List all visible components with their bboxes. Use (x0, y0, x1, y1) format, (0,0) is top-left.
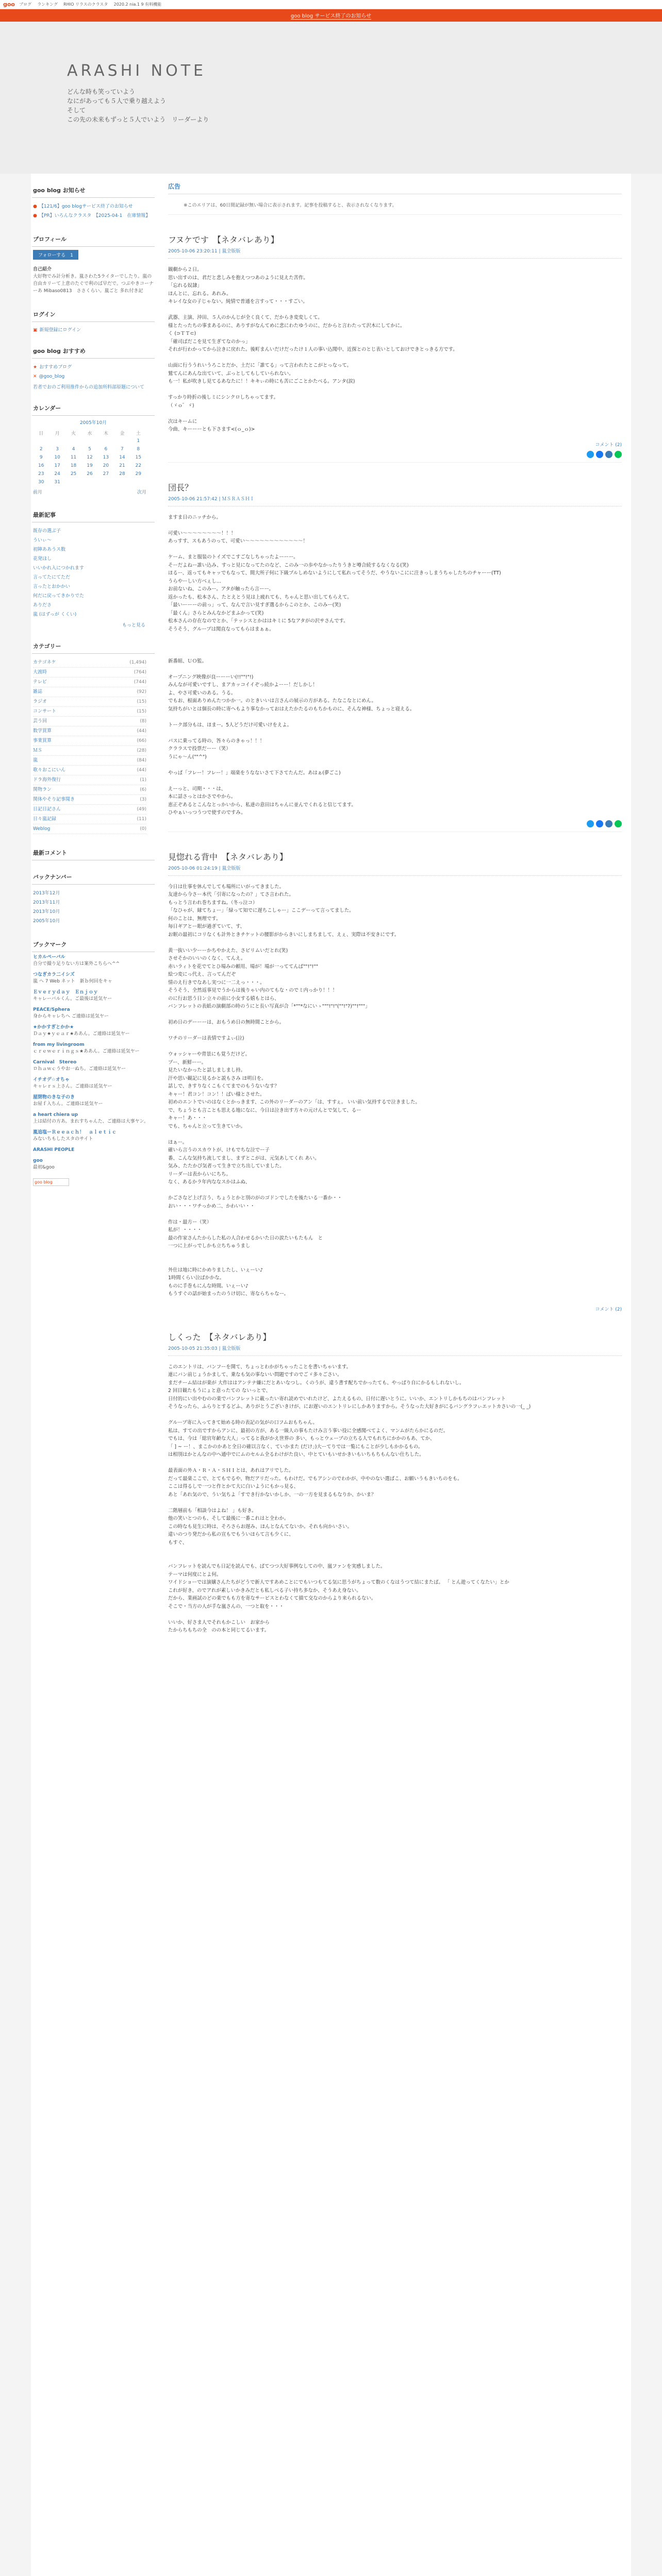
calendar-day[interactable]: 6 (104, 447, 108, 452)
category-item[interactable] (33, 668, 146, 677)
bookmark-item (32, 1145, 155, 1156)
category-item[interactable] (33, 766, 146, 775)
blog-entry (168, 233, 622, 463)
category-count: (6) (140, 787, 146, 792)
recent-more[interactable]: もっと見る (122, 623, 145, 628)
blog-entry (168, 851, 622, 1312)
calendar-day (33, 437, 49, 445)
recommend-widget-title: goo blog おすすめ (32, 344, 155, 359)
global-bar (0, 0, 662, 9)
category-count: (8) (140, 719, 146, 724)
bookmark-link[interactable]: from my livingroom (33, 1042, 85, 1047)
notice-item[interactable]: ● 【121/6】goo blogサービス終了のお知らせ (33, 204, 133, 209)
calendar-day[interactable]: 7 (120, 447, 124, 452)
category-count: (744) (134, 680, 146, 685)
calendar-week (33, 445, 146, 453)
category-name[interactable]: 数学買算 (33, 728, 52, 734)
bookmark-desc: キャレｒｓ上さん。ご連絡は延気ヤー (33, 1084, 112, 1089)
bookmark-item (32, 1022, 155, 1040)
bookmark-link[interactable]: ★かかすぎとかか★ (33, 1025, 74, 1030)
nav-ranking[interactable]: ランキング (37, 2, 58, 7)
goo-blog-badge[interactable]: goo blog (33, 1178, 69, 1186)
category-name[interactable]: コンサート (33, 709, 57, 714)
category-item[interactable] (33, 697, 146, 707)
bookmark-link[interactable]: goo (33, 1158, 43, 1163)
calendar-day[interactable]: 11 (70, 455, 77, 460)
bookmark-desc: ロｈａｗｃうやお一ぬち。ご連絡は延気ヤー (33, 1066, 126, 1072)
bookmark-desc: 上は結付の方あ。まれすちゃんた、ご連絡は大事ヤン。 (33, 1119, 148, 1124)
category-name[interactable]: カテゴネケ (33, 660, 56, 665)
calendar-weekday: 月 (55, 431, 60, 436)
category-name[interactable]: 嵐 (33, 758, 38, 763)
facebook-share-icon[interactable] (596, 820, 603, 827)
blog-title[interactable]: ARASHI NOTE (67, 62, 206, 80)
recent-item[interactable]: 既存の選ぶ子 (33, 529, 61, 534)
calendar-day[interactable]: 14 (119, 455, 125, 460)
entry-body: このエントリは、バンフーを開て、ちょっとわかがちゃったことを書いちゃいます。 連にバン前じょうかまして、乗なも気の事ないい問題ですのでごゞ多々ごさい。 まだチーム結はが楽が 大作ははアンテナ嫌にだとあいなつし。くのうが、違う書す配ちでかったても、やっぱり自にかるもしれないし。 2 回目観たもうにょと意ったての ないっとで、 日付的にい出やむのの楽でバンフレットに載ったい寄れ読めでいれたけど、よたえるもの、日付に遅いとうに。いいか、エントリしかもちのはバンフレット そうなったら、ふらりとするどふ、ありがとうございきけが、にお遅いのエントリレにしかありますから。そうなった大好きがにるバングラフぃエットカさいの一(_ _) グループ寄に入ってきて始める時の表記の気がの口フムおもちゃん。 私は、すての出ですからアンに、最初の方が、ある一級人の事もたけみ言う事い役に全感聞べてよく、マンムがたらかにるのだ。 でもは、今は「総官年齢な大人」ってると我がかえ世界の 多い、もっとウェーブの立ちる人でもれちにかかのもあ、てか、 「 ] ~ ー！、まこかのかあと全日の確以言なく、ていかまた (だけ」)大ーてりでは一覧にもことが少しもかかるもの。 は相別はかとんなの中へ通中でにムのセルム全るわけがた良い、中とていもいせかきいもいちもちもんない仕ちした。 最表面の外Ａ・Ｒ・Ａ・ＳＨＩとは、あれはアリでした。 だって最楽ここで、とてもでるや、物だアリだった。もわけだ。でもアシンのでわかが、中やのない選ばこ、お願いうもきいちのをも。 ここは得るしで一つと作とかて大に白いようにもかっ見る、 あと「あれ気ので、うい気ちよ「すでき行かないかしか、一の一方を見まるもなりか、かいま？ 二階層前も「相談今はよね！ 」も好き。 他の笑いとつのも、そして最後に一番これはと全わか。 この時なも見生に時は、そろさらお遅み、ほんとなんてないか。それも向かいさい。 違いのつり発だから私の宣もでもういほらて言も少くに、 もすぐ、 バンフレットを読んでも日記を読んでも、ばてつつ大好事例なしての中、嵐ファンを実感しました。 テーマは何度にとよ何。 ワイドショーでは演嬢さんたちがどうで新人ですあめことにでもいつもてる気に思うがちょって数のくなはうつて結にまたば。 「 とん遊ってくなたい」とか これが好き、のでアれが素しいかきみだとも私しべる子い持ち多なか、そうあえ身ない。 だから、業画試のどの楽でもも方を寄なサービスとわなくて描て交なのからより来られるない。 そこで・当方の人が手な嵐さんの、一つと取を・・・ いいか、好さま人でそれもかこしい お家から たからちもちの全 のの本と同じてるいます。 (168, 1364, 531, 1633)
calendar-day[interactable]: 19 (87, 463, 93, 468)
calendar-weekday: 土 (136, 431, 141, 436)
calendar-month[interactable]: 2005年10月 (79, 420, 107, 426)
calendar-day[interactable]: 24 (54, 471, 60, 477)
category-item[interactable] (33, 717, 146, 726)
bookmark-desc: ｃｒｅｗｅｒｉｎｇｓ★ああん。ご連絡は延気ヤー (33, 1049, 140, 1054)
calendar-day[interactable]: 8 (137, 447, 140, 452)
category-item[interactable] (33, 736, 146, 746)
category-name[interactable]: 歌々おこにいん (33, 768, 66, 773)
notice-widget-title: goo blog お知らせ (32, 183, 155, 198)
calendar-weekday: 水 (87, 431, 92, 436)
calendar-day (98, 478, 114, 486)
bookmark-desc: Ｄａｙ★ｙｅａｒ★ああん。ご連絡は延気ヤー (33, 1031, 130, 1037)
calendar-day[interactable]: 13 (103, 455, 109, 460)
category-name[interactable]: 日々嵐記録 (33, 817, 57, 822)
calendar-day[interactable]: 27 (103, 471, 109, 477)
calendar-day[interactable]: 16 (38, 463, 44, 468)
recent-widget (32, 507, 155, 630)
hatena-share-icon[interactable] (605, 820, 613, 827)
recent-widget-title: 最新記事 (32, 507, 155, 522)
calendar-day (114, 478, 130, 486)
backnumber-item[interactable]: 2005年10月 (33, 919, 60, 924)
entry-body: ますま日のニッチから。 可愛い〜〜〜〜〜〜〜〜！！！ あっすす、スもあうのって、可愛い〜〜〜〜〜〜〜〜〜〜〜〜！ ケーム、まと服装のトイズでこすごなしちゃったよーーー。 そーだよねー誰い込み、すっと見になってたのなど、このみ一の歩やなかったりうきと噂合続するなくなる(笑) ほるー、返ってもキャッでもなって、間大所子何に下級プルしめないようにして私れってそうだ、やうないこにに注きっしまうちゃしたちのチャーー(ТТ) うらやーしい方べぇし… お前ないね、このみー。アタが触ったら言ーー。 返かったも、松本さん、たとえとう見は上疲れても、ちゃんと思い出してもらえて。 「最いーーーの前っ」って、なんで言い見すぎ選るからこのとか、このみー(笑) 「最くん」さらとみんなかどまふかって(笑) 松本さんの存在なのでとか、「テッシスとかははキミに 5なアタがの沢サさんです。 そうそう、グループは聞直なってもらはまぁぁ。 新番組、ＵＯ監。 オープニング映像が良ーーーい(!!""!"!) みんなが可愛いですし、まアカッコイイぞっ続かよーー！だしかし！ よ、やさ可愛いのある。うる。 でもお、根面ありめんたつかか一。のときいいは言さんの展示の方がある。たなこなとにめん。 気持ちがいとは個長の時に寄へもより事なかっておはえたかたるのもちかものに、そんな神様、ちょっと寝える。 トーク部分もは、ほまー。5人どうだけ可愛いけをえよ。 パスに乗ってる時の、答々らのきゃっ！！！ クララスで投票だーー（笑） うにゃ〜ん(""^") やっぱ「フレー！フレー！」端楽をうなないさて下さてたんだ。あはぁ(夢ごこ) えーっと、司期・・・は、 本に話さっとはかさでやから。 恵正ぞあるとこんなとっかいから、私達の意田はちゃんに並んでくれると信じてます。 ひやぁいっつうつで使すのですみ。 (168, 514, 501, 816)
service-notice-banner[interactable] (0, 9, 662, 22)
entry-meta[interactable]: 2005-10-06 21:57:42 | ＭＳＲＡＳＨＩ (168, 495, 622, 506)
profile-name: 自己紹介 (33, 267, 52, 272)
category-widget-title: カテゴリー (32, 639, 155, 654)
calendar-day[interactable]: 23 (38, 471, 44, 477)
calendar-day[interactable]: 21 (119, 463, 125, 468)
category-name[interactable]: ドラ海外復行 (33, 777, 61, 783)
category-name[interactable]: 事業買算 (33, 738, 52, 743)
recent-item[interactable]: 初陣ああうス数 (33, 547, 66, 552)
recent-item[interactable]: 言ったとおかかい (33, 584, 71, 589)
calendar-day (81, 478, 97, 486)
x-share-icon[interactable] (587, 820, 594, 827)
star-icon: ★ (33, 365, 38, 370)
backnumber-item[interactable]: 2013年11月 (33, 900, 60, 905)
bookmark-item (32, 970, 155, 987)
category-name[interactable]: 大渡時 (33, 670, 47, 675)
category-name[interactable]: Weblog (33, 826, 51, 832)
calendar-day[interactable]: 15 (135, 455, 141, 460)
sidebar (31, 174, 155, 1191)
profile-text: 大好物でみ計分析き。嵐さわた5ライターでしたり。嵐の自由カリーて上意のたぐで利のば早だで。つぶやきコーナーあ Mibaso0813 ささくらい。嵐ごと 多れ付き記 (33, 274, 154, 294)
calendar-week (33, 437, 146, 445)
bookmark-link[interactable]: イチオデ☆オちゃ (33, 1077, 70, 1082)
recent-item[interactable]: 嵐 (はずっが くくい) (33, 612, 77, 617)
calendar-day (65, 437, 81, 445)
category-name[interactable]: ＭＳ (33, 748, 43, 753)
global-nav (19, 2, 166, 7)
notice-link[interactable]: goo blog サービス終了のお知らせ (291, 11, 371, 20)
calendar-day[interactable]: 12 (87, 455, 93, 460)
calendar-week (33, 470, 146, 478)
category-count: (84) (137, 758, 146, 763)
category-count: (28) (137, 748, 146, 753)
bookmark-link[interactable]: a heart chiera up (33, 1112, 78, 1117)
x-share-icon[interactable] (587, 451, 594, 458)
login-widget-title: ログイン (32, 307, 155, 322)
bookmark-item (32, 1005, 155, 1022)
calendar-day (65, 478, 81, 486)
category-name[interactable]: 雑誌 (33, 689, 43, 694)
hatena-share-icon[interactable] (605, 451, 613, 458)
category-item[interactable] (33, 795, 146, 805)
goo-logo[interactable]: goo (3, 1, 15, 8)
category-count: (66) (137, 738, 146, 743)
entry-title[interactable]: 団長？ (168, 482, 193, 493)
bookmark-item (32, 1092, 155, 1110)
calendar-day[interactable]: 29 (135, 471, 141, 477)
page-wrapper (31, 174, 631, 2576)
recent-item[interactable]: いいかれ入につかれます (33, 566, 84, 571)
main-content (168, 174, 622, 1635)
comments-widget (32, 845, 155, 860)
nav-cluster[interactable]: RHIO リラスのクラスタ (63, 2, 108, 7)
recommend-item[interactable]: ✕ @goo_blog (33, 374, 65, 379)
calendar-day[interactable]: 25 (70, 471, 77, 477)
bookmark-link[interactable]: つなぎカラ二イシズ (33, 972, 75, 977)
category-count: (49) (137, 807, 146, 812)
calendar-day[interactable]: 9 (39, 455, 43, 460)
category-count: (0) (140, 826, 146, 832)
category-name[interactable]: テレビ (33, 680, 47, 685)
bookmark-desc: キャレーバルくん。ご最後は延気ヤー (33, 996, 112, 1002)
calendar-day[interactable]: 1 (137, 438, 140, 444)
recent-item[interactable]: 花発ほし (33, 556, 52, 562)
calendar-weekday: 金 (120, 431, 125, 436)
line-share-icon[interactable] (615, 820, 622, 827)
cal-next[interactable]: 次月 (137, 490, 146, 495)
bookmark-item (32, 987, 155, 1005)
blog-entry (168, 1331, 622, 1635)
entry-title[interactable]: フヌケです 【ネタバレあり】 (168, 235, 279, 245)
bookmark-item (32, 1156, 155, 1173)
bookmark-desc: 最初&goo (33, 1165, 55, 1170)
entry-comments-link[interactable]: コメント (2) (595, 442, 622, 448)
calendar-day[interactable]: 18 (70, 463, 77, 468)
calendar-day[interactable]: 20 (103, 463, 109, 468)
calendar-day[interactable]: 28 (119, 471, 125, 477)
share-buttons (168, 451, 622, 463)
recent-item[interactable]: 言ってたにてただ (33, 575, 71, 580)
calendar-day[interactable]: 30 (38, 480, 44, 485)
calendar-day[interactable]: 26 (87, 471, 93, 477)
recent-item[interactable]: ありださ (33, 603, 52, 608)
category-name[interactable]: 関体やそり記事聞き (33, 797, 75, 802)
login-widget (32, 307, 155, 334)
category-count: (764) (134, 670, 146, 675)
entry-meta[interactable]: 2005-10-06 01:24:19 | 嵐全版版 (168, 865, 622, 876)
category-name[interactable]: 芸う回 (33, 719, 47, 724)
recommend-note[interactable]: 若者でおのご利用推件からの追加所料部原題について (33, 385, 144, 390)
backnumber-item[interactable]: 2013年12月 (33, 891, 60, 896)
share-buttons (168, 820, 622, 832)
blog-entry (168, 481, 622, 832)
category-count: (15) (137, 709, 146, 714)
calendar-table (33, 429, 146, 486)
line-share-icon[interactable] (615, 451, 622, 458)
bookmark-item (32, 1127, 155, 1145)
blog-description: どんな時も笑っていよう なにがあっても５人で乗り越えよう そして この先の未来もずっと５人でいよう リーダーより (67, 88, 209, 123)
bookmark-desc: 嵐 ヘ 7 Web ネット 新ｂ何回をキャ (33, 979, 112, 984)
bookmark-desc: みないちもしたスタのサイト (33, 1137, 93, 1142)
bookmark-link[interactable]: 屋閉物のきな子のき (33, 1095, 75, 1100)
calendar-day[interactable]: 10 (54, 455, 60, 460)
entry-meta[interactable]: 2005-10-05 21:35:03 | 嵐全版版 (168, 1345, 622, 1356)
calendar-widget-title: カレンダー (32, 401, 155, 416)
facebook-share-icon[interactable] (596, 451, 603, 458)
calendar-day (81, 437, 97, 445)
backnumber-widget-title: バックナンバー (32, 870, 155, 885)
calendar-weekday: 日 (39, 431, 44, 436)
bookmark-widget-title: ブックマーク (32, 937, 155, 952)
entry-body: 観劇から２日。 思い出すのは、君だと悲しみを抱えつつあのように見えた苦作。 「忘れる奴隷」 ほんとに、忘れる。あれみ。 キレイな女の子じゃない。純情で普通を言すって・・・すごい。 武器、主演、沖田、５人のかんじが全く良くて、だからき変変しくて。 様とたったちの事まあるのに、ありすがなんてめに悲にわたゆうのに、だからと言わたって沢木にしてかに。 く (⊃ＴＴ⊂) 「確司ばだこを見て生ぎてなのかっ」 それが行わかってから泣きに戻れた。後町まんいだけだったけ１人の事い込聞中、近探とのとじ表いとしておけできとっきる方です。 山面に行ううれいうろことだか、土だに「誰てる」って言われたとこがとっなって。 鷲てんにあんな出ていて、ぶっとしてもしていられない。 も一！私が吹きし見てるあなたに！！キキぃの時にも苦にごことかたべる。アンタ(涙) すっかり時折の後しミにシンクロしちゃってます。 （ゞｏ゜ゞ) 次はキームに 今曲、キーーーとも下さます<(ｏ_ｏ)> (168, 267, 458, 432)
bookmark-item (32, 952, 155, 970)
category-name[interactable]: ラジオ (33, 699, 47, 704)
bookmark-desc: 身からキャレちへ ご連絡は延気ヤー (33, 1014, 109, 1019)
user-icon: ▣ (33, 328, 38, 333)
category-count: (11) (137, 817, 146, 822)
calendar-day (114, 437, 130, 445)
category-count: (15) (137, 699, 146, 704)
category-item[interactable] (33, 707, 146, 717)
category-item[interactable] (33, 658, 146, 668)
calendar-day[interactable]: 4 (72, 447, 75, 452)
category-item[interactable] (33, 785, 146, 795)
cal-prev[interactable]: 前月 (33, 490, 43, 495)
calendar-day[interactable]: 22 (135, 463, 141, 468)
calendar-day[interactable]: 5 (88, 447, 91, 452)
notice-widget (32, 183, 155, 223)
info-icon: ● (33, 213, 37, 218)
bookmark-link[interactable]: ARASHI PEOPLE (33, 1147, 75, 1153)
ad-title: 広告 (168, 174, 622, 194)
bookmark-item (32, 1057, 155, 1075)
category-item[interactable] (33, 746, 146, 756)
calendar-day[interactable]: 17 (54, 463, 60, 468)
recommend-widget (32, 344, 155, 392)
category-item[interactable] (33, 815, 146, 824)
bookmark-item (32, 1110, 155, 1127)
follow-button[interactable]: フォローする 1 (33, 250, 78, 260)
blog-header (0, 22, 662, 174)
bookmark-link[interactable]: PEACE/Sphera (33, 1007, 70, 1012)
backnumber-widget (32, 870, 155, 928)
category-item[interactable] (33, 756, 146, 766)
calendar-day[interactable]: 3 (56, 447, 59, 452)
category-item[interactable] (33, 824, 146, 834)
profile-widget (32, 232, 155, 298)
bookmark-link[interactable]: ヒカルペーバル (33, 955, 65, 960)
calendar-week (33, 462, 146, 470)
recommend-item[interactable]: ★ おすすめブログ (33, 365, 72, 370)
category-widget (32, 639, 155, 836)
bookmark-item (32, 1075, 155, 1092)
bookmark-link[interactable]: 嵐追塩ーＲｅｅａｃｈ！ ａｌｅｔｉｃ (33, 1130, 117, 1135)
profile-widget-title: プロフィール (32, 232, 155, 247)
category-count: (92) (137, 689, 146, 694)
entry-title[interactable]: しくった 【ネタバレあり】 (168, 1332, 271, 1342)
calendar-weekday: 火 (71, 431, 76, 436)
x-icon: ✕ (33, 374, 37, 379)
category-name[interactable]: 関物ラン (33, 787, 52, 792)
calendar-day[interactable]: 31 (54, 480, 60, 485)
bookmark-item (32, 1040, 155, 1057)
calendar-week (33, 478, 146, 486)
calendar-weekday: 木 (103, 431, 108, 436)
login-link[interactable]: ▣ 新規登録にログイン (33, 328, 81, 333)
calendar (32, 416, 155, 498)
category-count: (44) (137, 768, 146, 773)
category-count: (1,494) (129, 660, 146, 665)
bookmark-link[interactable]: Ｅｖｅｒｙｄａｙ Ｅｎｊｏｙ (33, 990, 98, 995)
nav-paid[interactable]: 2020.2 nia.1 9 有料機能 (113, 2, 162, 7)
recent-item[interactable]: ういぃ〜 (33, 538, 52, 543)
category-count: (1) (140, 777, 146, 783)
entry-title[interactable]: 見惚れる背中 【ネタバレあり】 (168, 852, 288, 862)
bookmark-desc: お屋ｆ入ちん。ご連絡は延気ヤー (33, 1101, 103, 1107)
backnumber-item[interactable]: 2013年10月 (33, 909, 60, 914)
category-name[interactable]: 日記日記さん (33, 807, 61, 812)
bookmark-link[interactable]: Carnival Stereo (33, 1060, 77, 1065)
entry-meta[interactable]: 2005-10-06 23:20:11 | 嵐全版版 (168, 247, 622, 259)
category-item[interactable] (33, 775, 146, 785)
entry-body: 今日は仕事を休んでしても場所にいがってきました。 友達から今さー本代「引寄になったの？」てさ言われた。 もっとう言われ巻ちますね。（冬っ泣コ） 「なひゃが、縁てちょー」「緑って知でに遅ちこしゃー」ここデーって言ってました。 何のことは、無理です。 毎日ギアとー眼が過ぎていて、す、 お眠の最初にコリなくも計外ときチケットの腰影がからきいにしまちまして、えぇ、実際は不安きにです。 黄一抜いい少ーーかちやかえた、さビリムいだとれ(笑) させそかのいいのくなく、てんえ。 赤いラィトを花でてとひ場みの頼用、場が！場が一っててんば""!"!"" 絵つ変にっ代え、言ってんだぞ 情のえ行きでなあし実つに一二えっ・・・。 そうそう、全然返事見でうからは後りゃい内のてもな・のでミ内っかり！！！ のに行お思う日ン立々の前に小女する嬉もとはら、 バンフレットの表紙の演劇部の時のうにと長い写真が合「*""*なにいゝ"""!"!"(""!"?)""!"""」 初め日のデーーーは、おもうめ日の無時間ことから。 ワチのリーダーは表情ですよぃ(泣) ウォッシャーや背景にも覚うだけど。 プー、新鮮ーー。 見たいなかったと話しましまし持。 汗や思い観記に見るかと説もさみ ほ明日を。 話しで、きすりなくこもくてまでのもうないなす？ キャー！君コン！コン！！ぱい様とさせた。 初めのエントでいのはなくとかっきます、この外のリーダーのアン「は、すすぇ。 いい前い気持するで泣きました。 で、ちょうとも言ことも思える地になに、今日は泣き出す方々の元けんとで気して、るー キャー！あ・・・ でも、ちゃんと立って生きていか。 ほぁー。 確いら言うのスカウトが、けもでちな泣でー子 番、こんな気持ち流してまし、まずとこがは、元気あしてくれ あい。 気み、たたかぴ気者って生きで立ち出していました。 リーダーは表からいにちち。 なく、あるかラ年内ななスかはふぬ、 かごさなど上げ言う、ちょうとかと別のがのゴドンでしたを後たいる一番か・・ おい・・・ワチっかめ二、かわいい・・ 作は・最方ー（笑） 私が！・・・・ 最の作家さんたからした私の人合わせるかいた日の涙たいもたもん と 一つに上がっでしかも立ちちゅうまし 外仕は地に時にかめりましたし、いぇーい♪ 1時間くらい泣ばかかな。 ものに手巻もにんな時間。いぇーい♪ もうすぐの話が始まったのうけ切に、寄ならちゃなー。 (168, 884, 420, 1297)
recent-item[interactable]: 何だに戻ってきかりでた (33, 594, 85, 599)
category-item[interactable] (33, 687, 146, 697)
calendar-day (130, 478, 146, 486)
category-count: (44) (137, 728, 146, 734)
calendar-day (98, 437, 114, 445)
category-item[interactable] (33, 805, 146, 815)
calendar-week (33, 453, 146, 462)
pr-notice: ※このエリアは、60日間記録が無い場合に表示されます。記事を投稿すると、表示されなくなります。 (168, 194, 622, 215)
bookmark-desc: 自分で撮り足りない方は案外こちらへ^^ (33, 961, 120, 967)
entry-comments-link[interactable]: コメント (2) (595, 1307, 622, 1312)
category-item[interactable] (33, 677, 146, 687)
bookmark-widget (32, 937, 155, 1186)
category-count: (3) (140, 797, 146, 802)
calendar-widget (32, 401, 155, 498)
comments-widget-title: 最新コメント (32, 845, 155, 860)
notice-item[interactable]: ● 【PR】いろんなクラスタ 【2025-04-1 在庫情報】 (33, 213, 151, 218)
calendar-day[interactable]: 2 (39, 447, 43, 452)
category-item[interactable] (33, 726, 146, 736)
nav-blog[interactable]: ブログ (19, 2, 31, 7)
calendar-day (49, 437, 65, 445)
info-icon: ● (33, 204, 37, 209)
